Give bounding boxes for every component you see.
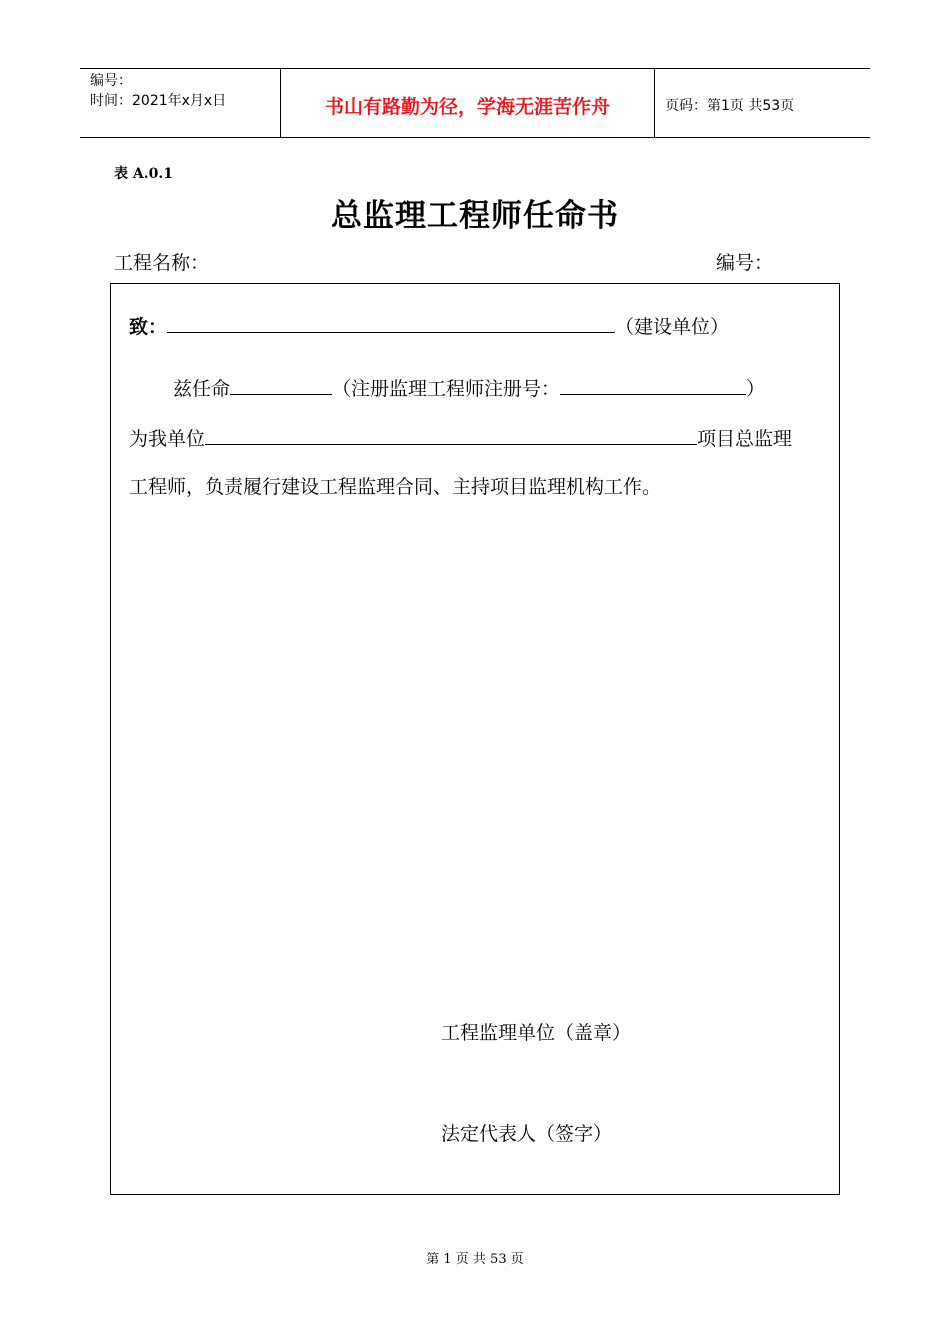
- appointee-blank[interactable]: [230, 374, 332, 395]
- duty-line: [129, 474, 661, 500]
- page-info: 页码：第1页 共53页: [665, 98, 795, 114]
- header-left-cell: [80, 69, 281, 137]
- time-label: 时间：2021年x月x日: [90, 93, 227, 109]
- form-number: 表 A.0.1: [114, 166, 173, 182]
- header-table: [80, 68, 870, 138]
- form-body-box: [110, 283, 840, 1195]
- page-title: 总监理工程师任命书: [331, 198, 619, 234]
- appoint-line: [173, 374, 765, 402]
- project-number-label: 编号：: [716, 252, 774, 274]
- to-line: [129, 312, 729, 340]
- to-suffix: （建设单位）: [615, 316, 730, 338]
- number-label: 编号：: [90, 73, 132, 89]
- page-footer: 第 1 页 共 53 页: [426, 1252, 524, 1267]
- appoint-mid: （注册监理工程师注册号：: [332, 378, 561, 400]
- unit-prefix: 为我单位: [129, 428, 206, 450]
- unit-line: [129, 424, 792, 452]
- registration-no-blank[interactable]: [560, 374, 746, 395]
- motto: 书山有路勤为径，学海无涯苦作舟: [324, 95, 610, 118]
- duty-text: 工程师，负责履行建设工程监理合同、主持项目监理机构工作。: [129, 476, 662, 498]
- to-label: 致：: [129, 316, 168, 338]
- project-blank[interactable]: [205, 424, 697, 445]
- appoint-prefix: 兹任命: [173, 378, 231, 400]
- header-right-cell: [655, 69, 870, 137]
- seal-label: 工程监理单位（盖章）: [441, 1022, 632, 1044]
- appoint-suffix: ）: [746, 378, 766, 400]
- client-blank[interactable]: [167, 312, 615, 333]
- signature-label: 法定代表人（签字）: [441, 1123, 613, 1145]
- unit-suffix: 项目总监理: [697, 428, 793, 450]
- header-motto-cell: [281, 69, 655, 137]
- project-name-label: 工程名称：: [114, 252, 210, 274]
